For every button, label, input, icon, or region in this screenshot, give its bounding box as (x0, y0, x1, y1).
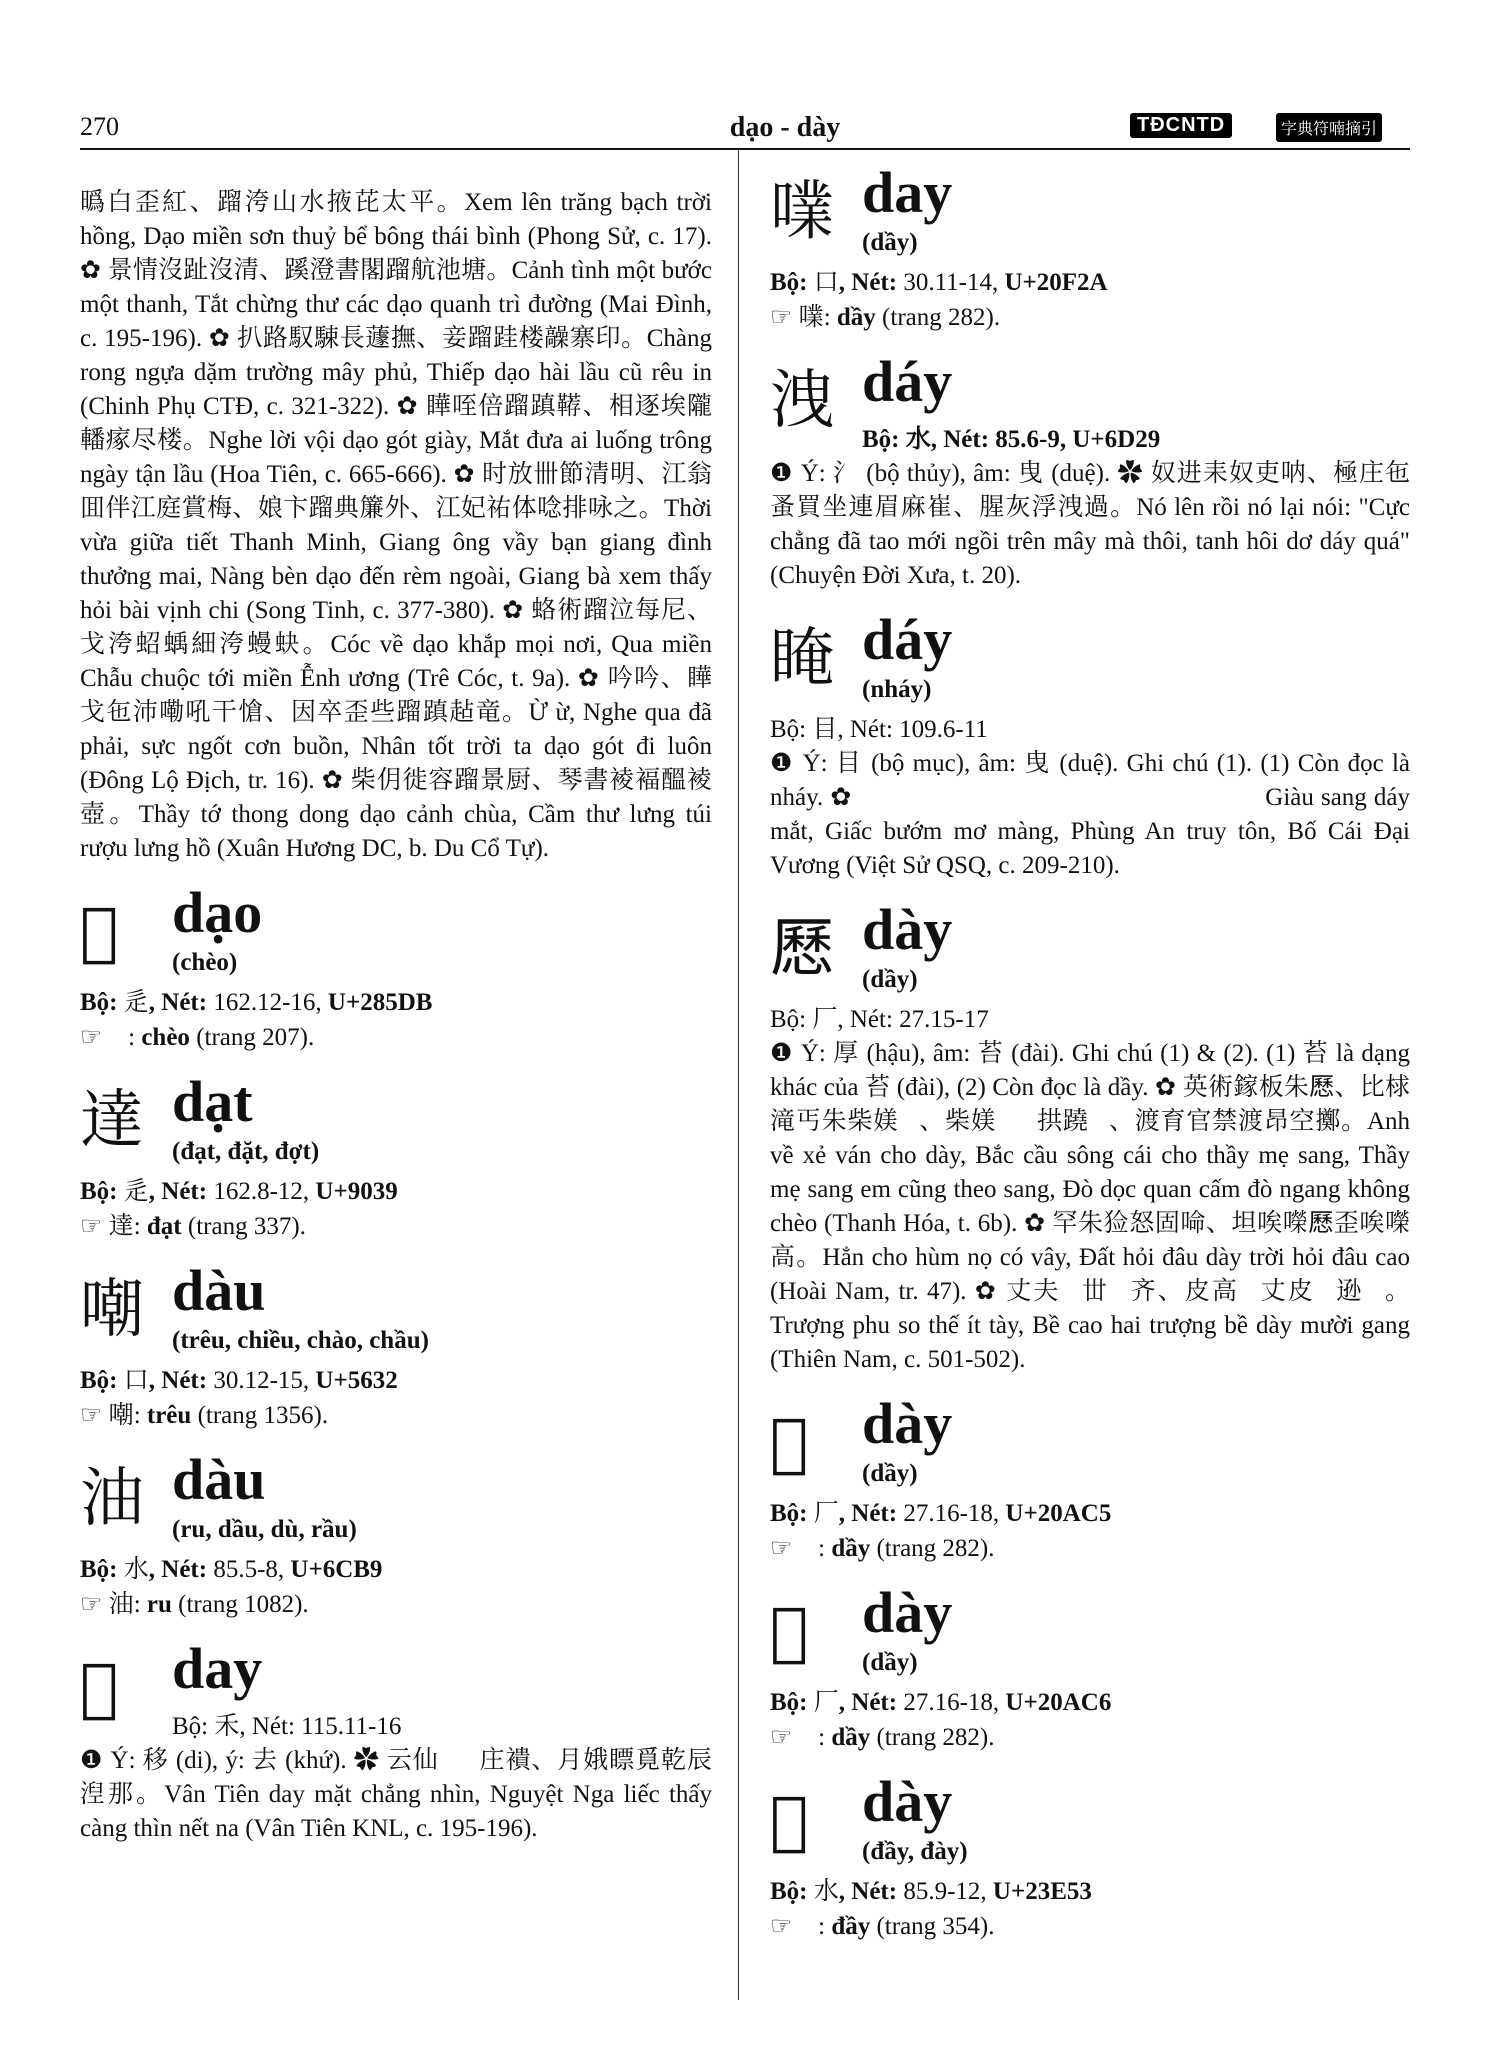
entry-radical-line: Bộ: 辵, Nét: 162.8-12, U+9039 (80, 1178, 398, 1205)
entry-character: 𥟵 (80, 1651, 119, 1725)
entry-word: dạt (172, 1069, 253, 1134)
entry-word: dày (862, 1769, 953, 1834)
entry-variants: (dầy) (862, 966, 918, 993)
pointer-icon: ☞ (80, 1211, 103, 1240)
entry-head (770, 1582, 1410, 1686)
entry-radical-line: Bộ: 水, Nét: 85.9-12, U+23E53 (770, 1878, 1092, 1905)
entry-head (80, 882, 712, 986)
continuation-text: 㬙白歪紅、蹓洿山水掖芘太平。Xem lên trăng bạch trời hồng, Dạo miền sơn thuỷ bể bông thái bình (Phong Sử, c. 17). ✿ 景情沒趾沒清、蹊澄書閣蹓航池塘。Cảnh tình một bước một thanh, Tắt chừng thư các dạo quanh trì đường (Mai Đình, c. 195-196). ✿ 扒路馭駷長蘧撫、妾蹓跬楼髞寨印。Chàng rong ngựa dặm trường mây phủ, Thiếp dạo hài lầu cũ rêu in (Chinh Phụ CTĐ, c. 321-322). ✿ 瞱咥倍蹓蹎鞯、相逐埃隴轓瘃尽楼。Nghe lời vội dạo gót giày, Mắt đưa ai luống trông ngày tận lầu (Hoa Tiên, c. 665-666). ✿ 时放卌節清明、江翁囬伴江庭賞梅、娘卞蹓典簾外、江妃祐体唸排咏之。Thời vừa giữa tiết Thanh Minh, Giang ông vầy bạn giang đình thưởng mai, Nàng bèn dạo đến rèm ngoài, Giang bà xem thấy hỏi bài vịnh chi (Song Tinh, c. 377-380). ✿ 蛒術蹓泣每尼、戈洿蛁蝺細洿蟃蚗。Cóc về dạo khắp mọi nơi, Qua miền Chẫu chuộc tới miền Ễnh ương (Trê Cóc, t. 9a). ✿ 吟吟、瞱戈㐌沛嘞吼干愴、因卒歪些蹓蹎趈竜。Ừ ừ, Nghe qua đã phải, sực ngốt cơn buồn, Nhân tốt trời ta dạo gót đi luôn (Đông Lộ Địch, tr. 16). ✿ 柴仴徙容蹓景厨、琴書裬褔醞裬壺。Thầy tớ thong dong dạo cảnh chùa, Cầm thư lưng túi rượu lưng hồ (Xuân Hương DC, b. Du Cổ Tự). (80, 189, 712, 862)
entry-radical-line: Bộ: 口, Nét: 30.12-15, U+5632 (80, 1367, 398, 1394)
dictionary-entry (80, 1260, 712, 1433)
entry-character: 㗼 (770, 175, 834, 249)
dictionary-entry (770, 899, 1410, 1377)
entry-word: dáy (862, 349, 953, 414)
entry-head (80, 1071, 712, 1175)
entry-word: day (862, 160, 953, 225)
entry-cross-reference: ☞ 嘲: trêu (trang 1356). (80, 1400, 329, 1429)
entry-head (770, 899, 1410, 1003)
entry-radical-line: Bộ: 水, Nét: 85.6-9, U+6D29 (862, 426, 1161, 453)
left-column (80, 186, 712, 1846)
dictionary-entry (80, 1449, 712, 1622)
entry-character: 油 (80, 1462, 144, 1536)
brand-badge-chinese: 字典符喃摘引 (1276, 113, 1382, 142)
entry-character: 𣺓 (770, 1784, 809, 1858)
pointer-icon: ☞ (80, 1589, 103, 1618)
brand-badge: TĐCNTD (1130, 113, 1232, 138)
entry-word: day (172, 1636, 263, 1701)
entry-radical-line: Bộ: 禾, Nét: 115.11-16 (172, 1713, 402, 1740)
right-column (770, 162, 1410, 1944)
column-divider (738, 150, 739, 2000)
page-header (80, 112, 1410, 148)
dictionary-entry (80, 1638, 712, 1846)
entry-head (770, 1393, 1410, 1497)
entry-radical-line: Bộ: 目, Nét: 109.6-11 (770, 716, 988, 743)
entry-head (770, 162, 1410, 266)
entry-body: ❶ Ý: 目 (bộ mục), âm: 曳 (duệ). Ghi chú (1). (1) Còn đọc là nháy. ✿ 𩼀鼠䁆眛、䏹蚿𥊚𥈴、馮安追尊、布蓋大王。Giàu sang dáy mắt, Giấc bướm mơ màng, Phùng An truy tôn, Bố Cái Đại Vương (Việt Sử QSQ, c. 209-210). (770, 750, 1410, 879)
dictionary-entry (770, 1393, 1410, 1566)
entry-body: ❶ Ý: 移 (di), ý: 去 (khứ). ✿ 云仙𥟵𩈘庄䙡、月娥瞟覓乾辰湼那。Vân Tiên day mặt chẳng nhìn, Nguyệt Nga liếc thấy càng thìn nết na (Vân Tiên KNL, c. 195-196). (80, 1747, 712, 1842)
entry-word: dày (862, 1391, 953, 1456)
entry-word: dày (862, 897, 953, 962)
entry-head (770, 1771, 1410, 1875)
entry-variants: (dầy) (862, 1649, 918, 1676)
header-rule (80, 148, 1410, 150)
pointer-icon: ☞ (770, 302, 793, 331)
dictionary-entry (770, 1771, 1410, 1944)
entry-head (770, 609, 1410, 713)
entry-cross-reference: ☞ 達: đạt (trang 337). (80, 1211, 306, 1240)
entry-variants: (nháy) (862, 676, 932, 703)
entry-character: 𠪾 (770, 912, 834, 986)
entry-character: 䁆 (770, 622, 834, 696)
entry-character: 嘲 (80, 1273, 144, 1347)
entry-cross-reference: ☞ 𣺓: đầy (trang 354). (770, 1911, 995, 1940)
entry-radical-line: Bộ: 口, Nét: 30.11-14, U+20F2A (770, 269, 1108, 296)
entry-radical-line: Bộ: 水, Nét: 85.5-8, U+6CB9 (80, 1556, 383, 1583)
pointer-icon: ☞ (770, 1533, 793, 1562)
entry-character: 𨗛 (80, 895, 119, 969)
entry-word: dày (862, 1580, 953, 1645)
pointer-icon: ☞ (80, 1400, 103, 1429)
entry-cross-reference: ☞ 㗼: dầy (trang 282). (770, 302, 1001, 331)
entry-word: dạo (172, 880, 263, 945)
entry-radical-line: Bộ: 厂, Nét: 27.15-17 (770, 1006, 989, 1033)
entry-head (80, 1260, 712, 1364)
entry-variants: (ru, dầu, dù, rầu) (172, 1516, 357, 1543)
pointer-icon: ☞ (770, 1911, 793, 1940)
entry-word: dàu (172, 1447, 266, 1512)
entry-word: dáy (862, 607, 953, 672)
dictionary-entry (80, 882, 712, 1055)
entry-character: 𠫆 (770, 1595, 809, 1669)
entry-cross-reference: ☞ 𠫅: dầy (trang 282). (770, 1533, 995, 1562)
entry-radical-line: Bộ: 辵, Nét: 162.12-16, U+285DB (80, 989, 433, 1016)
dictionary-entry (770, 1582, 1410, 1755)
entry-variants: (trêu, chiều, chào, chầu) (172, 1327, 429, 1354)
entry-variants: (đầy, đày) (862, 1838, 968, 1865)
entry-body: ❶ Ý: 氵 (bộ thủy), âm: 曳 (duệ). ✿ 奴进耒奴吏呐、極庄㐌蚤買坐連眉麻崔、腥灰浮洩過。Nó lên rồi nó lại nói: "Cực chẳng đã tao mới ngồi trên mây mà thôi, tanh hôi dơ dáy quá" (Chuyện Đời Xưa, t. 20). (770, 460, 1410, 589)
pointer-icon: ☞ (80, 1022, 103, 1051)
entry-head (770, 349, 1410, 438)
entry-head (80, 1449, 712, 1553)
entry-variants: (dầy) (862, 229, 918, 256)
pointer-icon: ☞ (770, 1722, 793, 1751)
page-number: 270 (80, 112, 119, 141)
entry-cross-reference: ☞ 油: ru (trang 1082). (80, 1589, 309, 1618)
entry-character: 𠫅 (770, 1406, 809, 1480)
entry-variants: (đạt, đặt, đợt) (172, 1138, 320, 1165)
entry-word: dàu (172, 1258, 266, 1323)
entry-character: 達 (80, 1084, 144, 1158)
dictionary-entry (770, 351, 1410, 593)
entry-variants: (dầy) (862, 1460, 918, 1487)
dictionary-entry (770, 162, 1410, 335)
page-title: dạo - dày (729, 112, 841, 143)
dictionary-entry (80, 1071, 712, 1244)
entry-radical-line: Bộ: 厂, Nét: 27.16-18, U+20AC5 (770, 1500, 1112, 1527)
entry-head (80, 1636, 712, 1725)
entry-body: ❶ Ý: 厚 (hậu), âm: 苔 (đài). Ghi chú (1) & (2). (1) 苔 là dạng khác của 苔 (đài), (2) Còn đọc là dầy. ✿ 英術鎵板朱𠪾、比梂滝丐朱柴媄𨒺、柴媄𨒺𡛔拱蹺𨒺、渡育官禁渡昂空擲。Anh về xẻ ván cho dày, Bắc cầu sông cái cho thầy mẹ sang, Thầy mẹ sang em cũng theo sang, Đò dọc quan cấm đò ngang không chèo (Thanh Hóa, t. 6b). ✿ 罕朱猃怒固𠵴、坦唉㘇𠪾歪唉㘇高。Hẳn cho hùm nọ có vây, Đất hỏi đâu dày trời hỏi đâu cao (Hoài Nam, tr. 47). ✿ 丈夫𨎟丗𠇍齐、皮高𠄩丈皮𠪾逊𠺥。Trượng phu so thế ít tày, Bề cao hai trượng bề dày mười gang (Thiên Nam, c. 501-502). (770, 1040, 1410, 1373)
entry-cross-reference: ☞ 𨗛: chèo (trang 207). (80, 1022, 315, 1051)
entry-radical-line: Bộ: 厂, Nét: 27.16-18, U+20AC6 (770, 1689, 1112, 1716)
entry-character: 洩 (770, 364, 834, 438)
dictionary-entry (770, 609, 1410, 883)
entry-variants: (chèo) (172, 949, 238, 976)
entry-cross-reference: ☞ 𠫆: dầy (trang 282). (770, 1722, 995, 1751)
